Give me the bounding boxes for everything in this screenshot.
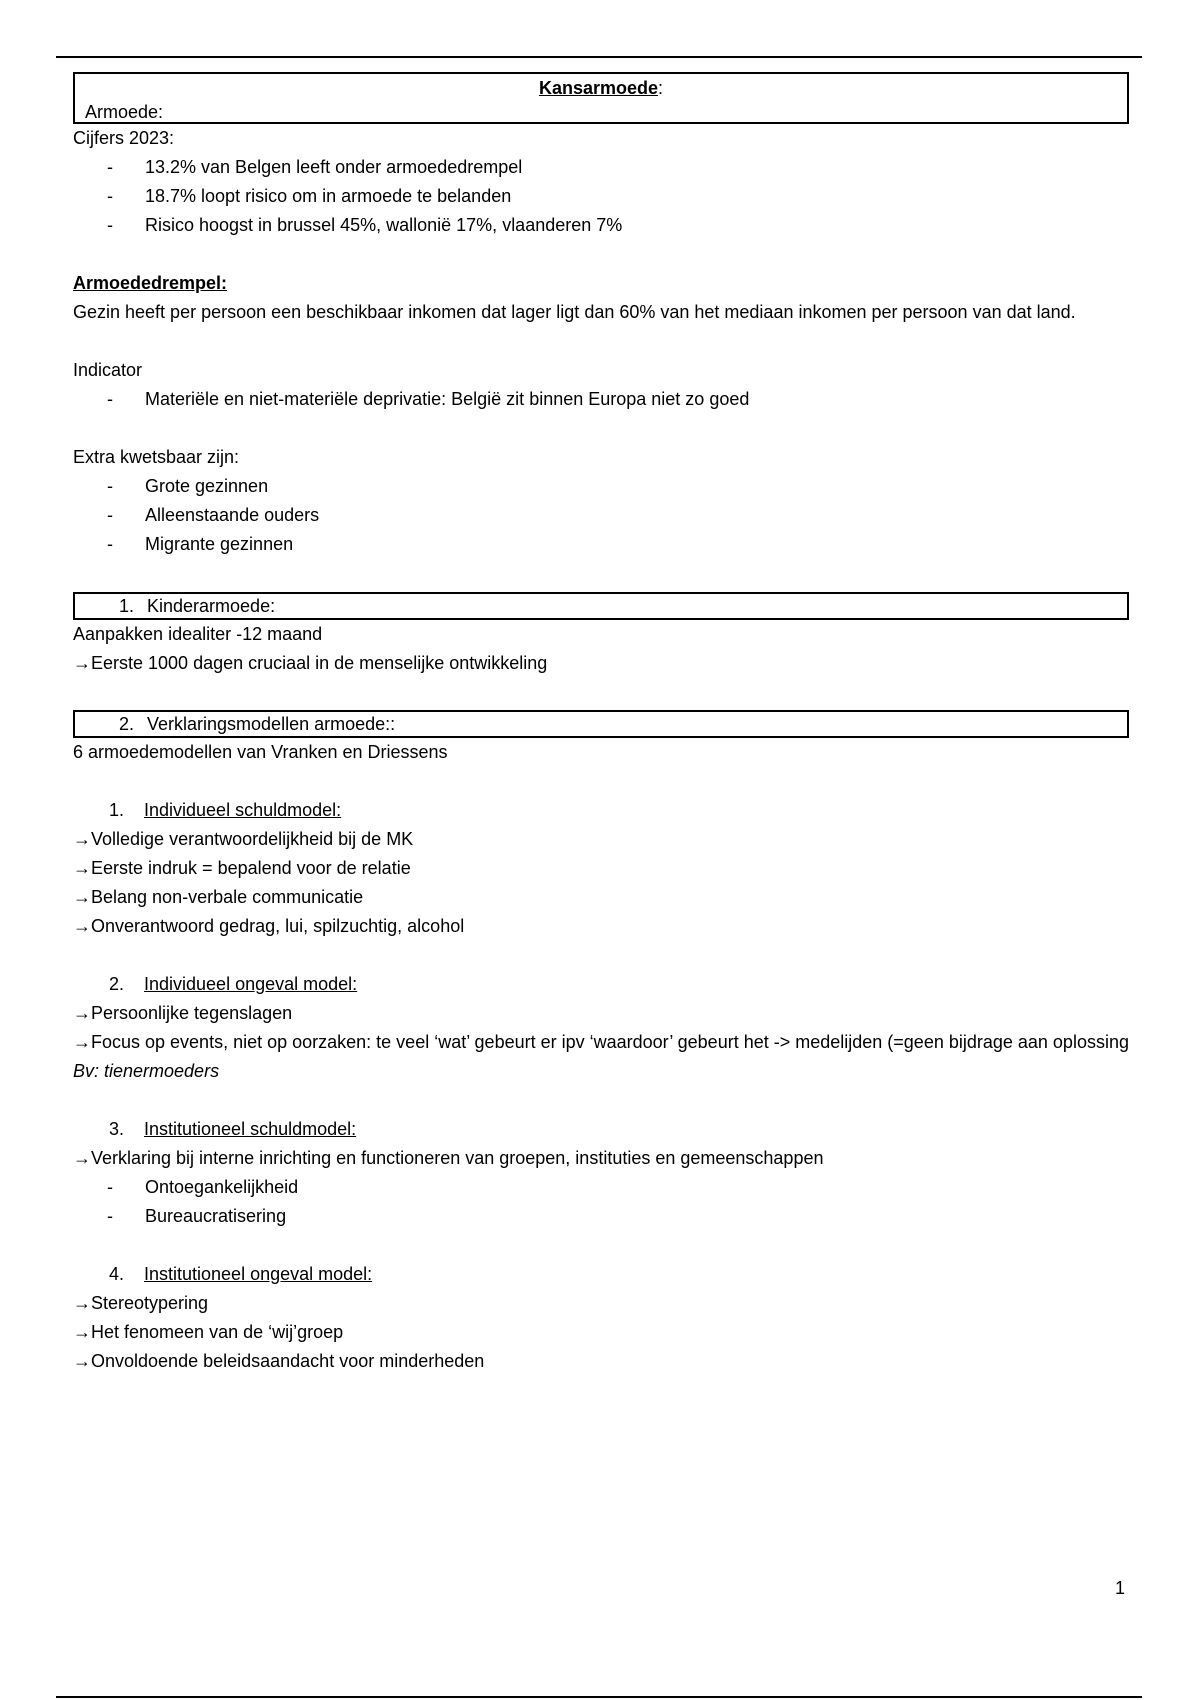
list-item: - Bureaucratisering bbox=[107, 1206, 287, 1226]
model-line: →Het fenomeen van de ‘wij’groep bbox=[73, 1322, 344, 1342]
indicator-heading: Indicator bbox=[73, 360, 143, 380]
model-line: →Belang non-verbale communicatie bbox=[73, 887, 364, 907]
cijfers-heading: Cijfers 2023: bbox=[73, 128, 175, 148]
model-heading: 4. Institutioneel ongeval model: bbox=[109, 1264, 373, 1284]
model-line: →Focus op events, niet op oorzaken: te veel ‘wat’ gebeurt er ipv ‘waardoor’ gebeurt het -> medelijden (=geen bijdrage aan oplossing bbox=[73, 1032, 1129, 1052]
list-item: - Risico hoogst in brussel 45%, wallonië 17%, vlaanderen 7% bbox=[107, 215, 623, 235]
list-item: - 18.7% loopt risico om in armoede te belanden bbox=[107, 186, 512, 206]
section-line: →Eerste 1000 dagen cruciaal in de menselijke ontwikkeling bbox=[73, 653, 548, 673]
list-item: - Alleenstaande ouders bbox=[107, 505, 320, 525]
model-heading: 1. Individueel schuldmodel: bbox=[109, 800, 342, 820]
section-heading-verklaringsmodellen: 2. Verklaringsmodellen armoede:: bbox=[73, 710, 1129, 738]
model-line: →Verklaring bij interne inrichting en functioneren van groepen, instituties en gemeenschappen bbox=[73, 1148, 824, 1168]
kwetsbaar-heading: Extra kwetsbaar zijn: bbox=[73, 447, 240, 467]
page-number: 1 bbox=[1115, 1578, 1126, 1598]
model-line: →Stereotypering bbox=[73, 1293, 209, 1313]
model-example: Bv: tienermoeders bbox=[73, 1061, 220, 1081]
section-heading-kinderarmoede: 1. Kinderarmoede: bbox=[73, 592, 1129, 620]
model-line: →Eerste indruk = bepalend voor de relatie bbox=[73, 858, 411, 878]
footer-rule bbox=[56, 1696, 1142, 1698]
list-item: - 13.2% van Belgen leeft onder armoededrempel bbox=[107, 157, 523, 177]
model-heading: 2. Individueel ongeval model: bbox=[109, 974, 358, 994]
list-item: - Grote gezinnen bbox=[107, 476, 269, 496]
header-rule bbox=[56, 56, 1142, 58]
armoededrempel-text: Gezin heeft per persoon een beschikbaar inkomen dat lager ligt dan 60% van het mediaan inkomen per persoon van dat land. bbox=[73, 302, 1076, 322]
list-item: - Ontoegankelijkheid bbox=[107, 1177, 299, 1197]
model-line: →Persoonlijke tegenslagen bbox=[73, 1003, 293, 1023]
section-intro: 6 armoedemodellen van Vranken en Driessens bbox=[73, 742, 448, 762]
model-heading: 3. Institutioneel schuldmodel: bbox=[109, 1119, 357, 1139]
list-item: - Migrante gezinnen bbox=[107, 534, 294, 554]
section-line: Aanpakken idealiter -12 maand bbox=[73, 624, 323, 644]
document-body bbox=[73, 72, 1129, 1376]
model-line: →Onverantwoord gedrag, lui, spilzuchtig, alcohol bbox=[73, 916, 465, 936]
armoededrempel-heading: Armoededrempel: bbox=[73, 273, 228, 293]
page-title: Kansarmoede: bbox=[538, 78, 664, 98]
list-item: - Materiële en niet-materiële deprivatie: België zit binnen Europa niet zo goed bbox=[107, 389, 750, 409]
page-subtitle: Armoede: bbox=[85, 102, 164, 122]
model-line: →Onvoldoende beleidsaandacht voor minderheden bbox=[73, 1351, 485, 1371]
title-box bbox=[73, 72, 1129, 124]
model-line: →Volledige verantwoordelijkheid bij de MK bbox=[73, 829, 414, 849]
